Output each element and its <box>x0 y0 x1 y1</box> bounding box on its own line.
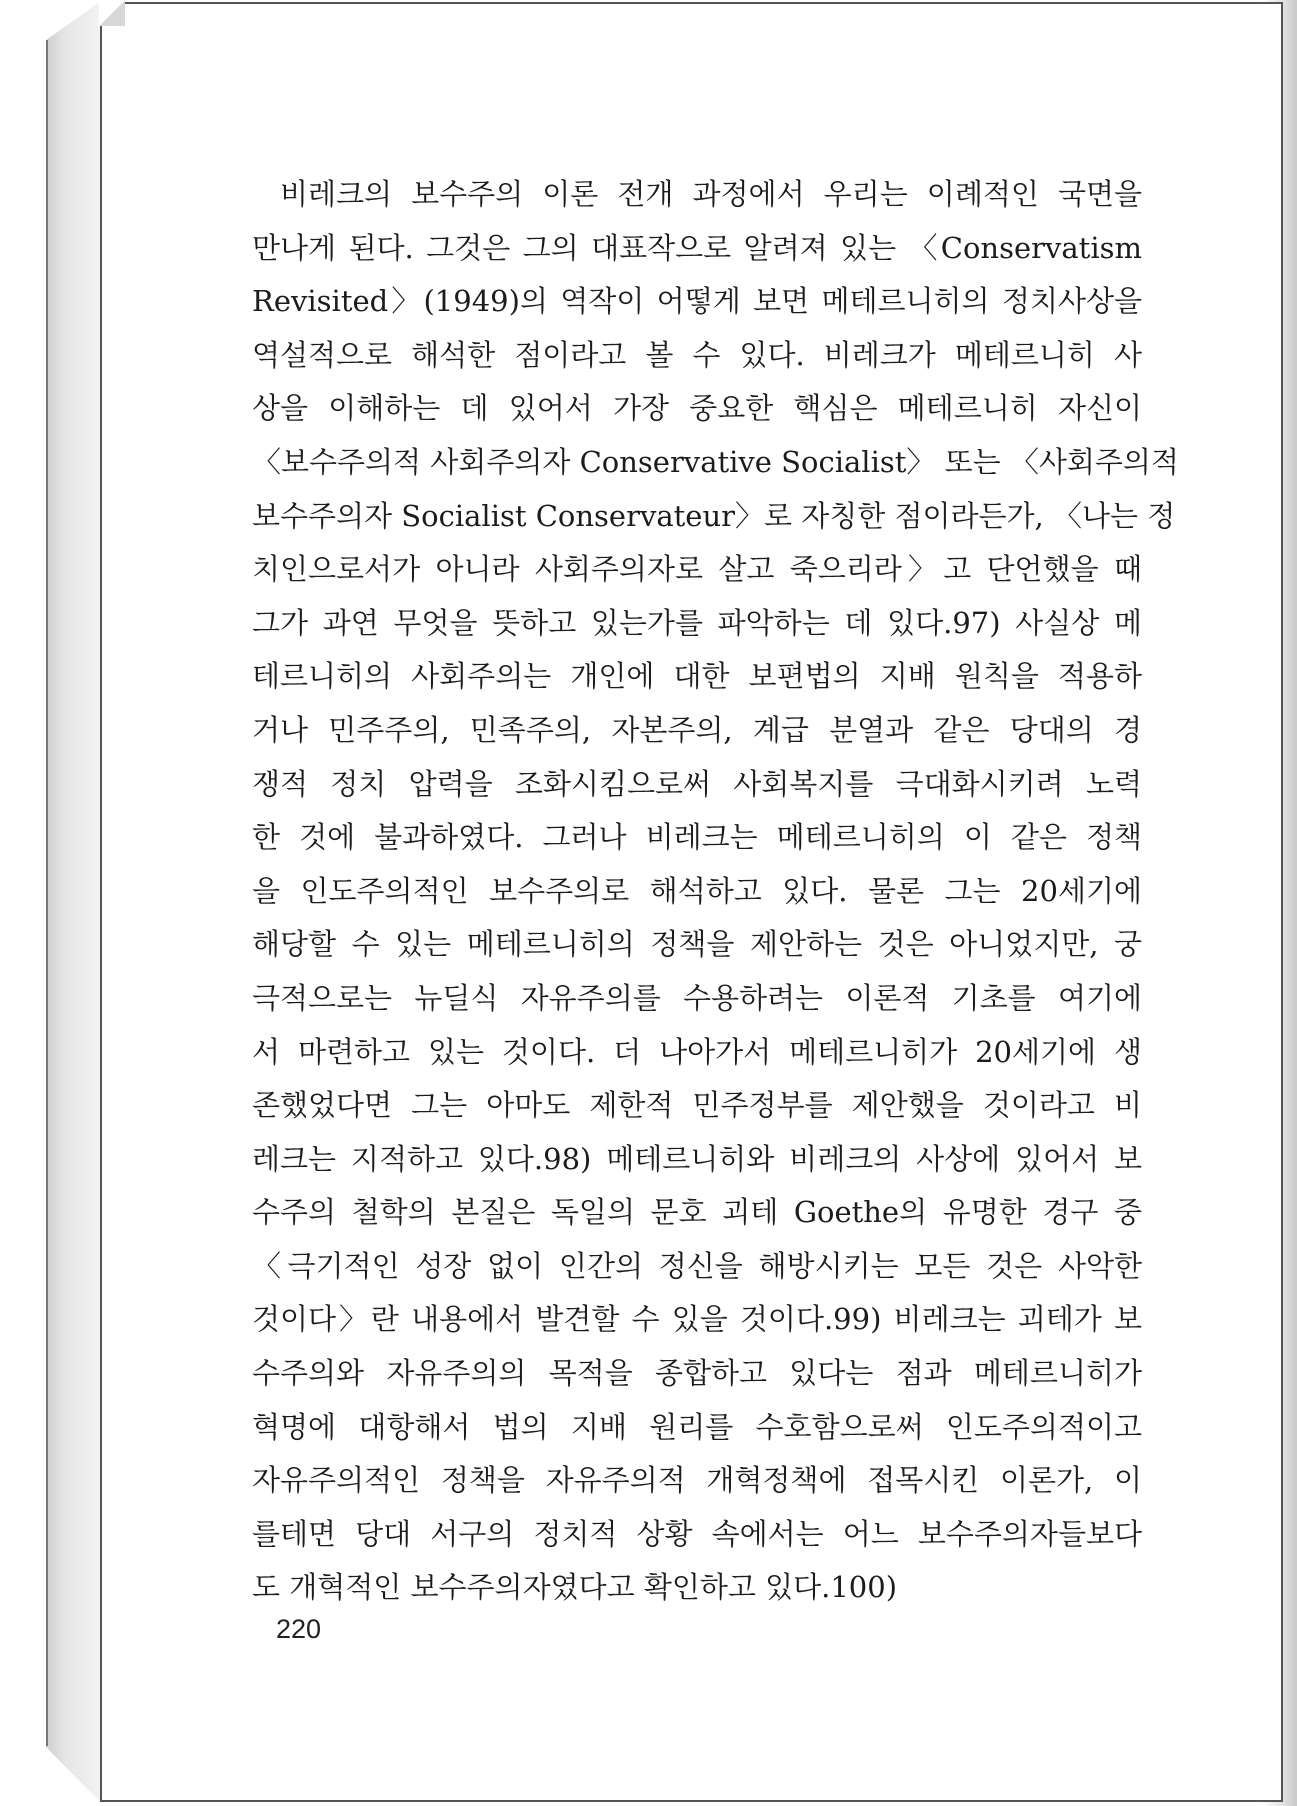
text-line: 그가 과연 무엇을 뜻하고 있는가를 파악하는 데 있다.97) 사실상 메 <box>252 605 1142 640</box>
text-line: 를테면 당대 서구의 정치적 상황 속에서는 어느 보수주의자들보다 <box>252 1516 1142 1551</box>
text-line: 혁명에 대항해서 법의 지배 원리를 수호함으로써 인도주의적이고 <box>252 1409 1142 1444</box>
book-spine-edge <box>46 40 48 1746</box>
text-line: 한 것에 불과하였다. 그러나 비레크는 메테르니히의 이 같은 정책 <box>252 820 1142 855</box>
text-line: 테르니히의 사회주의는 개인에 대한 보편법의 지배 원칙을 적용하 <box>252 659 1142 694</box>
text-line: 수주의와 자유주의의 목적을 종합하고 있다는 점과 메테르니히가 <box>252 1356 1142 1391</box>
text-line: 역설적으로 해석한 점이라고 볼 수 있다. 비레크가 메테르니히 사 <box>252 337 1142 372</box>
text-line: 〈보수주의적 사회주의자 Conservative Socialist〉 또는 〈사회주의적 <box>252 444 1179 479</box>
text-line: Revisited〉(1949)의 역작이 어떻게 보면 메테르니히의 정치사상을 <box>252 284 1142 319</box>
text-line: 〈극기적인 성장 없이 인간의 정신을 해방시키는 모든 것은 사악한 <box>252 1248 1142 1283</box>
text-line: 만나게 된다. 그것은 그의 대표작으로 알려져 있는 〈Conservatism <box>252 230 1142 265</box>
text-line: 보수주의자 Socialist Conservateur〉로 자칭한 점이라든가, 〈나는 정 <box>252 498 1176 533</box>
text-line: 쟁적 정치 압력을 조화시킴으로써 사회복지를 극대화시키려 노력 <box>252 766 1142 801</box>
text-line: 해당할 수 있는 메테르니히의 정책을 제안하는 것은 아니었지만, 궁 <box>252 927 1142 962</box>
text-line: 극적으로는 뉴딜식 자유주의를 수용하려는 이론적 기초를 여기에 <box>252 980 1142 1015</box>
text-line: 존했었다면 그는 아마도 제한적 민주정부를 제안했을 것이라고 비 <box>252 1088 1142 1123</box>
page-number: 220 <box>276 1614 322 1644</box>
text-line: 것이다〉란 내용에서 발견할 수 있을 것이다.99) 비레크는 괴테가 보 <box>252 1302 1142 1337</box>
text-line: 을 인도주의적인 보수주의로 해석하고 있다. 물론 그는 20세기에 <box>252 873 1142 908</box>
text-line: 수주의 철학의 본질은 독일의 문호 괴테 Goethe의 유명한 경구 중 <box>252 1195 1142 1230</box>
book-spine <box>46 2 102 1802</box>
text-line: 치인으로서가 아니라 사회주의자로 살고 죽으리라〉고 단언했을 때 <box>252 552 1142 587</box>
page-body-text <box>252 168 1179 1615</box>
text-line: 비레크의 보수주의 이론 전개 과정에서 우리는 이례적인 국면을 <box>280 177 1142 211</box>
text-line: 자유주의적인 정책을 자유주의적 개혁정책에 접목시킨 이론가, 이 <box>252 1463 1142 1498</box>
page-corner <box>99 0 125 26</box>
text-line: 서 마련하고 있는 것이다. 더 나아가서 메테르니히가 20세기에 생 <box>252 1034 1142 1069</box>
text-line: 도 개혁적인 보수주의자였다고 확인하고 있다.100) <box>252 1570 898 1605</box>
text-line: 상을 이해하는 데 있어서 가장 중요한 핵심은 메테르니히 자신이 <box>252 391 1142 426</box>
text-line: 레크는 지적하고 있다.98) 메테르니히와 비레크의 사상에 있어서 보 <box>252 1141 1142 1176</box>
text-line: 거나 민주주의, 민족주의, 자본주의, 계급 분열과 같은 당대의 경 <box>252 712 1142 747</box>
